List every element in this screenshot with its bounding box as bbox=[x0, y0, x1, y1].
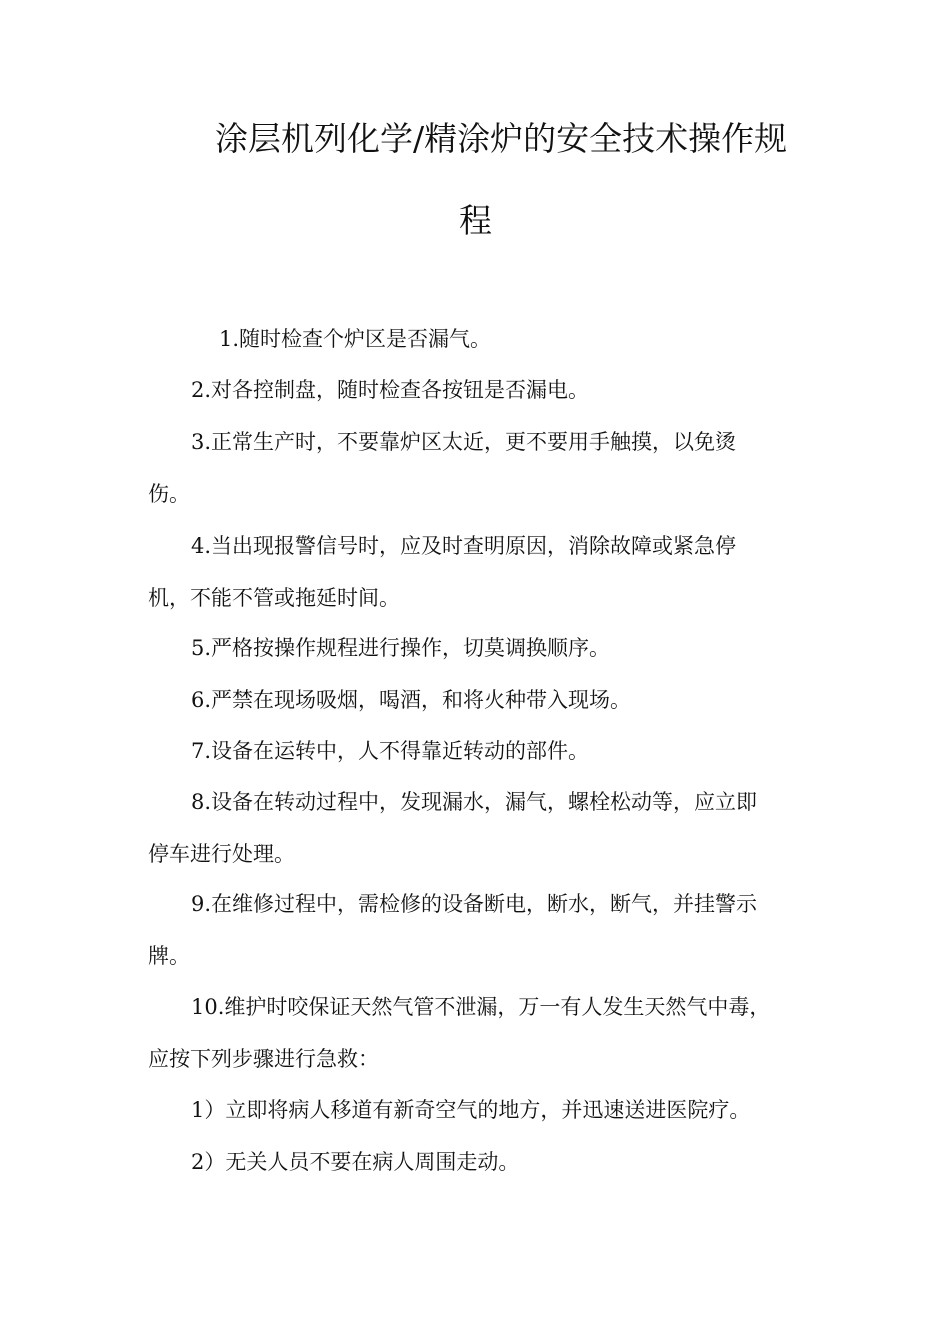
rule-10-line-2: 应按下列步骤进行急救： bbox=[148, 1047, 379, 1071]
rule-1: 1.随时检查个炉区是否漏气。 bbox=[219, 327, 492, 351]
rule-7: 7.设备在运转中，人不得靠近转动的部件。 bbox=[191, 739, 590, 763]
rule-10-line-1: 10.维护时咬保证天然气管不泄漏，万一有人发生天然气中毒， bbox=[191, 995, 771, 1019]
rule-8-line-2: 停车进行处理。 bbox=[148, 842, 295, 866]
rule-9-line-1: 9.在维修过程中，需检修的设备断电，断水，断气，并挂警示 bbox=[191, 892, 758, 916]
rule-2: 2.对各控制盘，随时检查各按钮是否漏电。 bbox=[191, 378, 590, 402]
rule-4-line-2: 机，不能不管或拖延时间。 bbox=[148, 586, 400, 610]
first-aid-step-2: 2）无关人员不要在病人周围走动。 bbox=[191, 1150, 520, 1174]
rule-4-line-1: 4.当出现报警信号时，应及时查明原因，消除故障或紧急停 bbox=[191, 534, 737, 558]
rule-5: 5.严格按操作规程进行操作，切莫调换顺序。 bbox=[191, 636, 611, 660]
document-title-line-1: 涂层机列化学/精涂炉的安全技术操作规 bbox=[215, 119, 788, 158]
first-aid-step-1: 1）立即将病人移道有新奇空气的地方，并迅速送进医院疗。 bbox=[191, 1098, 751, 1122]
rule-9-line-2: 牌。 bbox=[148, 944, 190, 968]
rule-3-line-2: 伤。 bbox=[148, 482, 190, 506]
rule-8-line-1: 8.设备在转动过程中，发现漏水，漏气，螺栓松动等，应立即 bbox=[191, 790, 758, 814]
document-title-line-2: 程 bbox=[459, 201, 492, 240]
rule-3-line-1: 3.正常生产时，不要靠炉区太近，更不要用手触摸，以免烫 bbox=[191, 430, 737, 454]
rule-6: 6.严禁在现场吸烟，喝酒，和将火种带入现场。 bbox=[191, 688, 632, 712]
